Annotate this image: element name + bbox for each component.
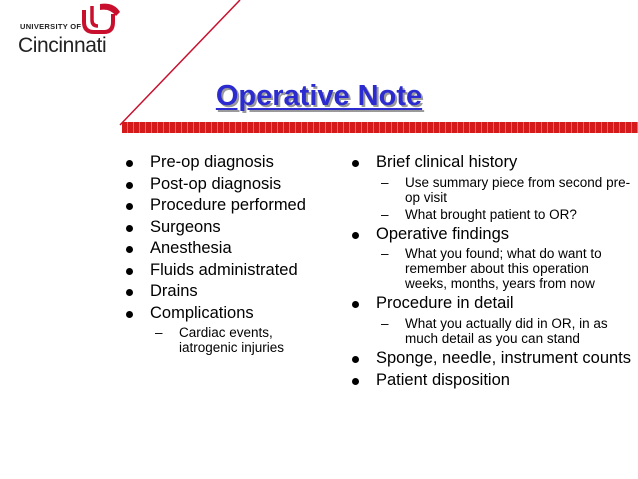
bullet-text: Post-op diagnosis <box>150 174 282 193</box>
bullet-item <box>126 238 331 260</box>
bullet-item <box>352 348 632 370</box>
right-bullet-list <box>352 152 632 392</box>
bullet-text: Operative findings <box>376 224 509 243</box>
sub-bullet-list <box>150 325 331 355</box>
bullet-text: Pre-op diagnosis <box>150 153 274 171</box>
bullet-item <box>126 260 331 282</box>
logo-university-of: UNIVERSITY OF <box>20 22 82 31</box>
bullet-text: Procedure in detail <box>376 294 514 312</box>
sub-bullet-list <box>376 316 632 346</box>
bullet-item <box>126 281 331 303</box>
bullet-item <box>352 224 632 292</box>
bullet-item <box>126 152 331 174</box>
bullet-text: Surgeons <box>150 217 221 236</box>
bullet-item <box>126 174 331 196</box>
bullet-item <box>352 152 632 222</box>
sub-bullet-item: – What you found; what do want to remember about this operation weeks, months, years from now <box>376 246 632 291</box>
bullet-text: Procedure performed <box>150 196 306 214</box>
bullet-text: Sponge, needle, instrument counts <box>376 348 632 367</box>
sub-bullet-list <box>376 246 632 291</box>
sub-bullet-list <box>376 175 632 222</box>
bullet-item <box>126 217 331 239</box>
left-bullet-column <box>126 152 331 357</box>
bullet-text: Anesthesia <box>150 239 232 257</box>
bullet-text: Patient disposition <box>376 371 510 389</box>
bullet-item <box>352 293 632 346</box>
right-bullet-column <box>352 152 632 393</box>
slide-title: Operative Note <box>215 80 423 112</box>
bullet-item <box>352 370 632 392</box>
sub-bullet-item: – Cardiac events, iatrogenic injuries <box>150 325 331 355</box>
bullet-text: Brief clinical history <box>376 153 518 171</box>
sub-bullet-item: – What brought patient to OR? <box>376 207 632 222</box>
bullet-text: Drains <box>150 282 198 300</box>
bullet-item <box>126 303 331 356</box>
sub-bullet-item: – What you actually did in OR, in as much detail as you can stand <box>376 316 632 346</box>
title-divider-bar <box>122 122 638 133</box>
sub-bullet-item: – Use summary piece from second pre-op visit <box>376 175 632 205</box>
bullet-item <box>126 195 331 217</box>
bullet-text: Complications <box>150 303 254 322</box>
logo-cincinnati: Cincinnati <box>18 34 107 57</box>
bullet-text: Fluids administrated <box>150 260 298 279</box>
left-bullet-list <box>126 152 331 355</box>
